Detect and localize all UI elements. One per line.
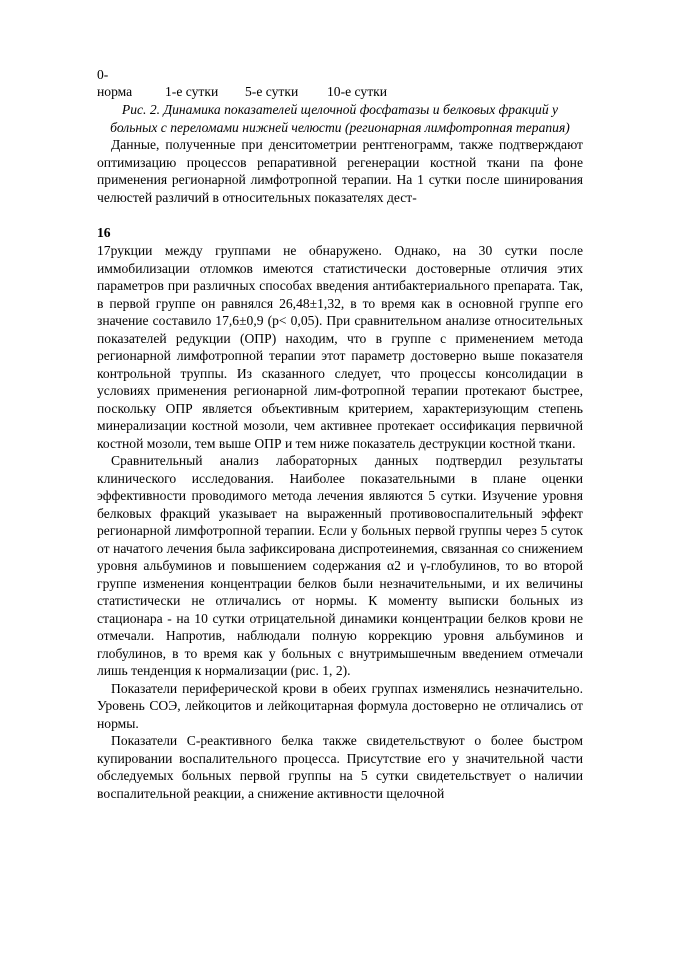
paragraph-densitometry: Данные, полученные при денситометрии рентгенограмм, также подтверждают оптимизацию процессов репаративной регенерации костной ткани па фоне применения регионарной лимфотропной терапии. На 1 сутки после шинирования челюстей различий в относительных показателях дест- [97,137,583,205]
x-label-day1: 1-е сутки [165,84,219,99]
figure-caption: Рис. 2. Динамика показателей щелочной фосфатазы и белковых фракций у больных с переломами нижней челюсти (регионарная лимфотропная терапия) [110,102,570,135]
x-label-day5: 5-е сутки [245,84,299,99]
paragraph-reduction: 17рукции между группами не обнаружено. Однако, на 30 сутки после иммобилизации отломков имеются статистически достоверные отличия этих параметров при различных способах введения антибактериального препарата. Так, в первой группе он равнялся 26,48±1,32, в то время как в основной группе его значение составило 17,6±0,9 (р< 0,05). При сравнительном анализе относительных показателей редукции (ОПР) находим, что в группе с применением метода регионарной лимфотропной терапии этот параметр достоверно выше показателя контрольной труппы. Из сказанного следует, что процессы консолидации в условиях применения регионарной лим-фотропной терапии протекают быстрее, поскольку ОПР является объективным критерием, характеризующим степень минерализации костной мозоли, чем активнее протекает оссификация первичной костной мозоли, тем выше ОПР и тем ниже показатель деструкции костной ткани. [97,243,583,451]
x-label-norma: норма [97,84,133,99]
page-break-gap [97,206,583,224]
document-page [97,66,583,802]
figure-x-axis-labels [97,83,583,101]
x-label-day10: 10-е сутки [327,84,388,99]
paragraph-lab-analysis: Сравнительный анализ лабораторных данных подтвердил результаты клинического исследования. Наиболее показательными в плане оценки эффективности проводимого метода лечения являются 5 сутки. Изучение уровня белковых фракций указывает на выраженный противовоспалительный эффект регионарной лимфотропной терапии. Если у больных первой группы через 5 суток от начатого лечения была зафиксирована диспротеинемия, связанная со снижением уровня альбуминов и повышением содержания α2 и γ-глобулинов, то во второй группе изменения концентрации белков были незначительными, и их величины статистически не отличались от нормы. К моменту выписки больных из стационара - на 10 сутки отрицательной динамики концентрации белков крови не отмечали. Напротив, наблюдали полную коррекцию уровня альбуминов и глобулинов, в то время как у больных с внутримышечным введением отмечали лишь тенденция к нормализации (рис. 1, 2). [97,453,583,678]
paragraph-crp: Показатели С-реактивного белка также свидетельствуют о более быстром купировании воспалительного процесса. Присутствие его у значительной части обследуемых больных первой группы на 5 сутки свидетельствует о наличии воспалительной реакции, а снижение активности щелочной [97,733,583,801]
figure-axis-zero-label: 0- [97,67,109,82]
paragraph-blood: Показатели периферической крови в обеих группах изменялись незначительно. Уровень СОЭ, лейкоцитов и лейкоцитарная формула достоверно не отличались от нормы. [97,680,583,731]
page-number: 16 [97,225,111,240]
